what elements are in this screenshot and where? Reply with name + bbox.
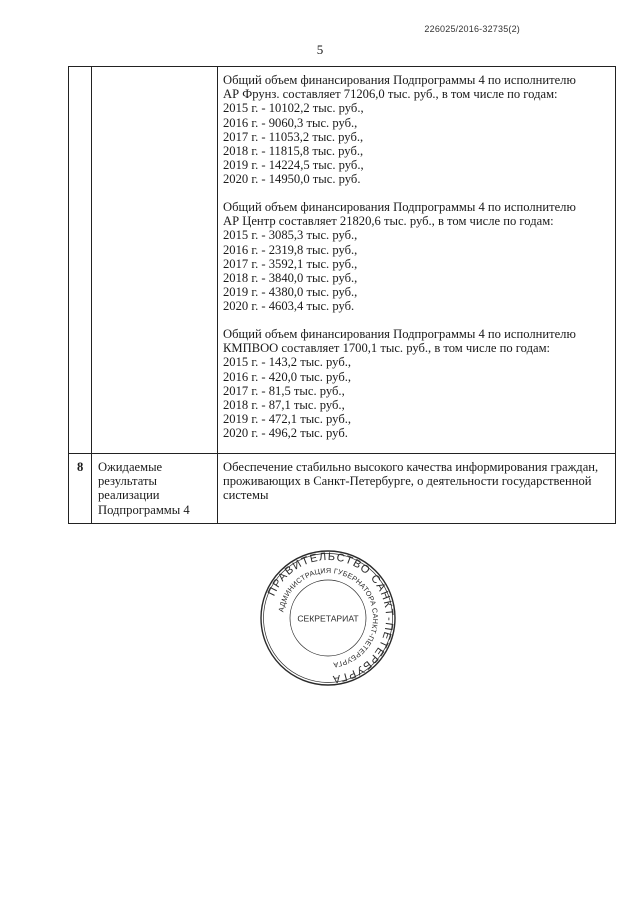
funding-block-ar-centr [223,200,576,314]
funding-intro-line: Общий объем финансирования Подпрограммы 4 по исполнителю [223,200,576,214]
funding-intro-line: АР Фрунз. составляет 71206,0 тыс. руб., в том числе по годам: [223,87,558,102]
svg-text:ПРАВИТЕЛЬСТВО САНКТ-ПЕТЕРБУРГА: ПРАВИТЕЛЬСТВО САНКТ-ПЕТЕРБУРГА [265,550,396,685]
seal-center-text: СЕКРЕТАРИАТ [297,613,359,624]
funding-year-line: 2015 г. - 143,2 тыс. руб., [223,355,352,370]
funding-year-line: 2018 г. - 87,1 тыс. руб., [223,398,345,413]
funding-block-kmpvoo [223,327,576,441]
official-seal [258,548,398,688]
funding-intro-line: КМПВОО составляет 1700,1 тыс. руб., в том числе по годам: [223,341,551,356]
funding-intro-line: АР Центр составляет 21820,6 тыс. руб., в том числе по годам: [223,214,554,229]
row-name: Ожидаемые результаты реализации Подпрограммы 4 [98,460,190,517]
funding-year-line: 2016 г. - 420,0 тыс. руб., [223,369,352,384]
row-expected-result: Обеспечение стабильно высокого качества информирования граждан, проживающих в Санкт-Петербурге, о деятельности государственной системы [223,460,599,503]
funding-intro-line: Общий объем финансирования Подпрограммы 4 по исполнителю [223,327,576,341]
funding-year-line: 2015 г. - 3085,3 тыс. руб., [223,228,358,243]
funding-year-line: 2017 г. - 81,5 тыс. руб., [223,383,345,398]
subprogram-table [68,66,616,524]
row-number: 8 [77,460,84,474]
funding-block-ar-frunz [223,73,576,187]
funding-year-line: 2020 г. - 496,2 тыс. руб. [223,426,348,441]
funding-year-line: 2020 г. - 4603,4 тыс. руб. [223,299,355,314]
funding-year-line: 2016 г. - 9060,3 тыс. руб., [223,115,358,130]
funding-year-line: 2020 г. - 14950,0 тыс. руб. [223,172,361,187]
svg-text:АДМИНИСТРАЦИЯ ГУБЕРНАТОРА САНК: АДМИНИСТРАЦИЯ ГУБЕРНАТОРА САНКТ-ПЕТЕРБУРГА [276,565,381,670]
funding-year-line: 2018 г. - 11815,8 тыс. руб., [223,144,364,159]
funding-year-line: 2019 г. - 14224,5 тыс. руб., [223,158,364,173]
document-id: 226025/2016-32735(2) [424,24,520,34]
funding-year-line: 2019 г. - 472,1 тыс. руб., [223,412,352,427]
funding-year-line: 2016 г. - 2319,8 тыс. руб., [223,242,358,257]
column-divider [91,67,92,523]
funding-intro-line: Общий объем финансирования Подпрограммы 4 по исполнителю [223,73,576,87]
row-divider [69,453,615,454]
funding-year-line: 2019 г. - 4380,0 тыс. руб., [223,285,358,300]
column-divider [217,67,218,523]
funding-year-line: 2017 г. - 3592,1 тыс. руб., [223,256,358,271]
funding-year-line: 2018 г. - 3840,0 тыс. руб., [223,271,358,286]
funding-year-line: 2017 г. - 11053,2 тыс. руб., [223,129,364,144]
funding-year-line: 2015 г. - 10102,2 тыс. руб., [223,101,364,116]
page-number: 5 [316,42,324,57]
